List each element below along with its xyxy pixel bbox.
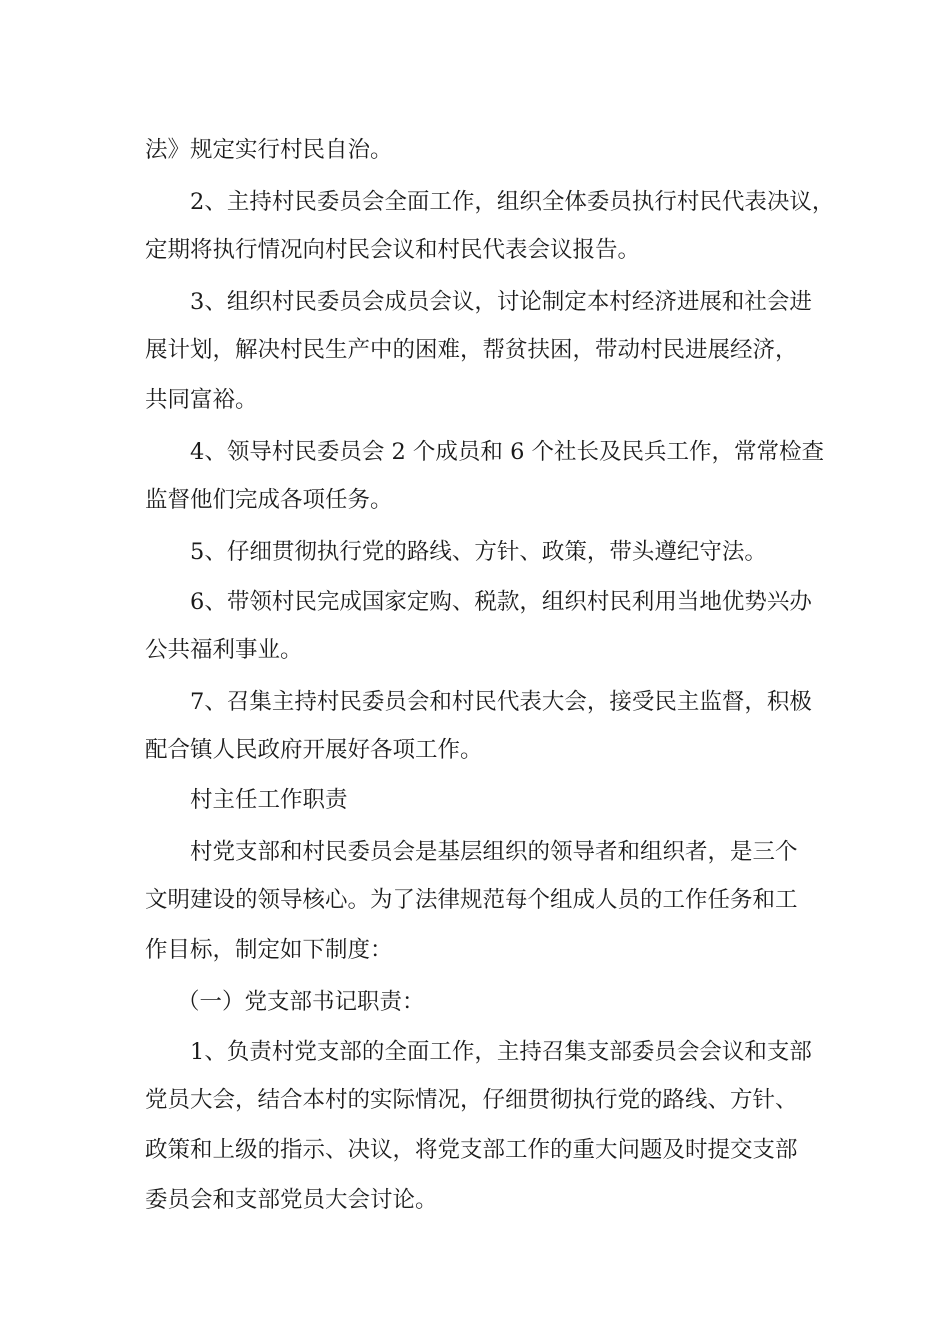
- text-line: 文明建设的领导核心。为了法律规范每个组成人员的工作任务和工: [145, 887, 798, 913]
- text-line: 党员大会，结合本村的实际情况，仔细贯彻执行党的路线、方针、: [145, 1087, 798, 1113]
- text-line: 政策和上级的指示、决议，将党支部工作的重大问题及时提交支部: [145, 1137, 798, 1163]
- text-line: 委员会和支部党员大会讨论。: [145, 1187, 438, 1213]
- text-line: 监督他们完成各项任务。: [145, 487, 393, 513]
- text-line: 2、主持村民委员会全面工作，组织全体委员执行村民代表决议，: [190, 189, 835, 215]
- section-heading: 村主任工作职责: [190, 787, 348, 813]
- text-line: 5、仔细贯彻执行党的路线、方针、政策，带头遵纪守法。: [190, 539, 767, 565]
- text-line: 法》规定实行村民自治。: [145, 137, 393, 163]
- text-line: 展计划，解决村民生产中的困难，帮贫扶困，带动村民进展经济，: [145, 337, 798, 363]
- text-line: 1、负责村党支部的全面工作，主持召集支部委员会会议和支部: [190, 1039, 812, 1065]
- text-line: 定期将执行情况向村民会议和村民代表会议报告。: [145, 237, 641, 263]
- text-line: 配合镇人民政府开展好各项工作。: [145, 737, 483, 763]
- subsection-heading: （一）党支部书记职责：: [177, 989, 425, 1015]
- text-line: 村党支部和村民委员会是基层组织的领导者和组织者，是三个: [190, 839, 798, 865]
- text-line: 作目标，制定如下制度：: [145, 937, 393, 963]
- text-line: 公共福利事业。: [145, 637, 303, 663]
- text-line: 3、组织村民委员会成员会议，讨论制定本村经济进展和社会进: [190, 289, 812, 315]
- text-line: 4、领导村民委员会 2 个成员和 6 个社长及民兵工作，常常检查: [190, 439, 825, 465]
- text-line: 6、带领村民完成国家定购、税款，组织村民利用当地优势兴办: [190, 589, 812, 615]
- text-line: 共同富裕。: [145, 387, 258, 413]
- text-line: 7、召集主持村民委员会和村民代表大会，接受民主监督，积极: [190, 689, 812, 715]
